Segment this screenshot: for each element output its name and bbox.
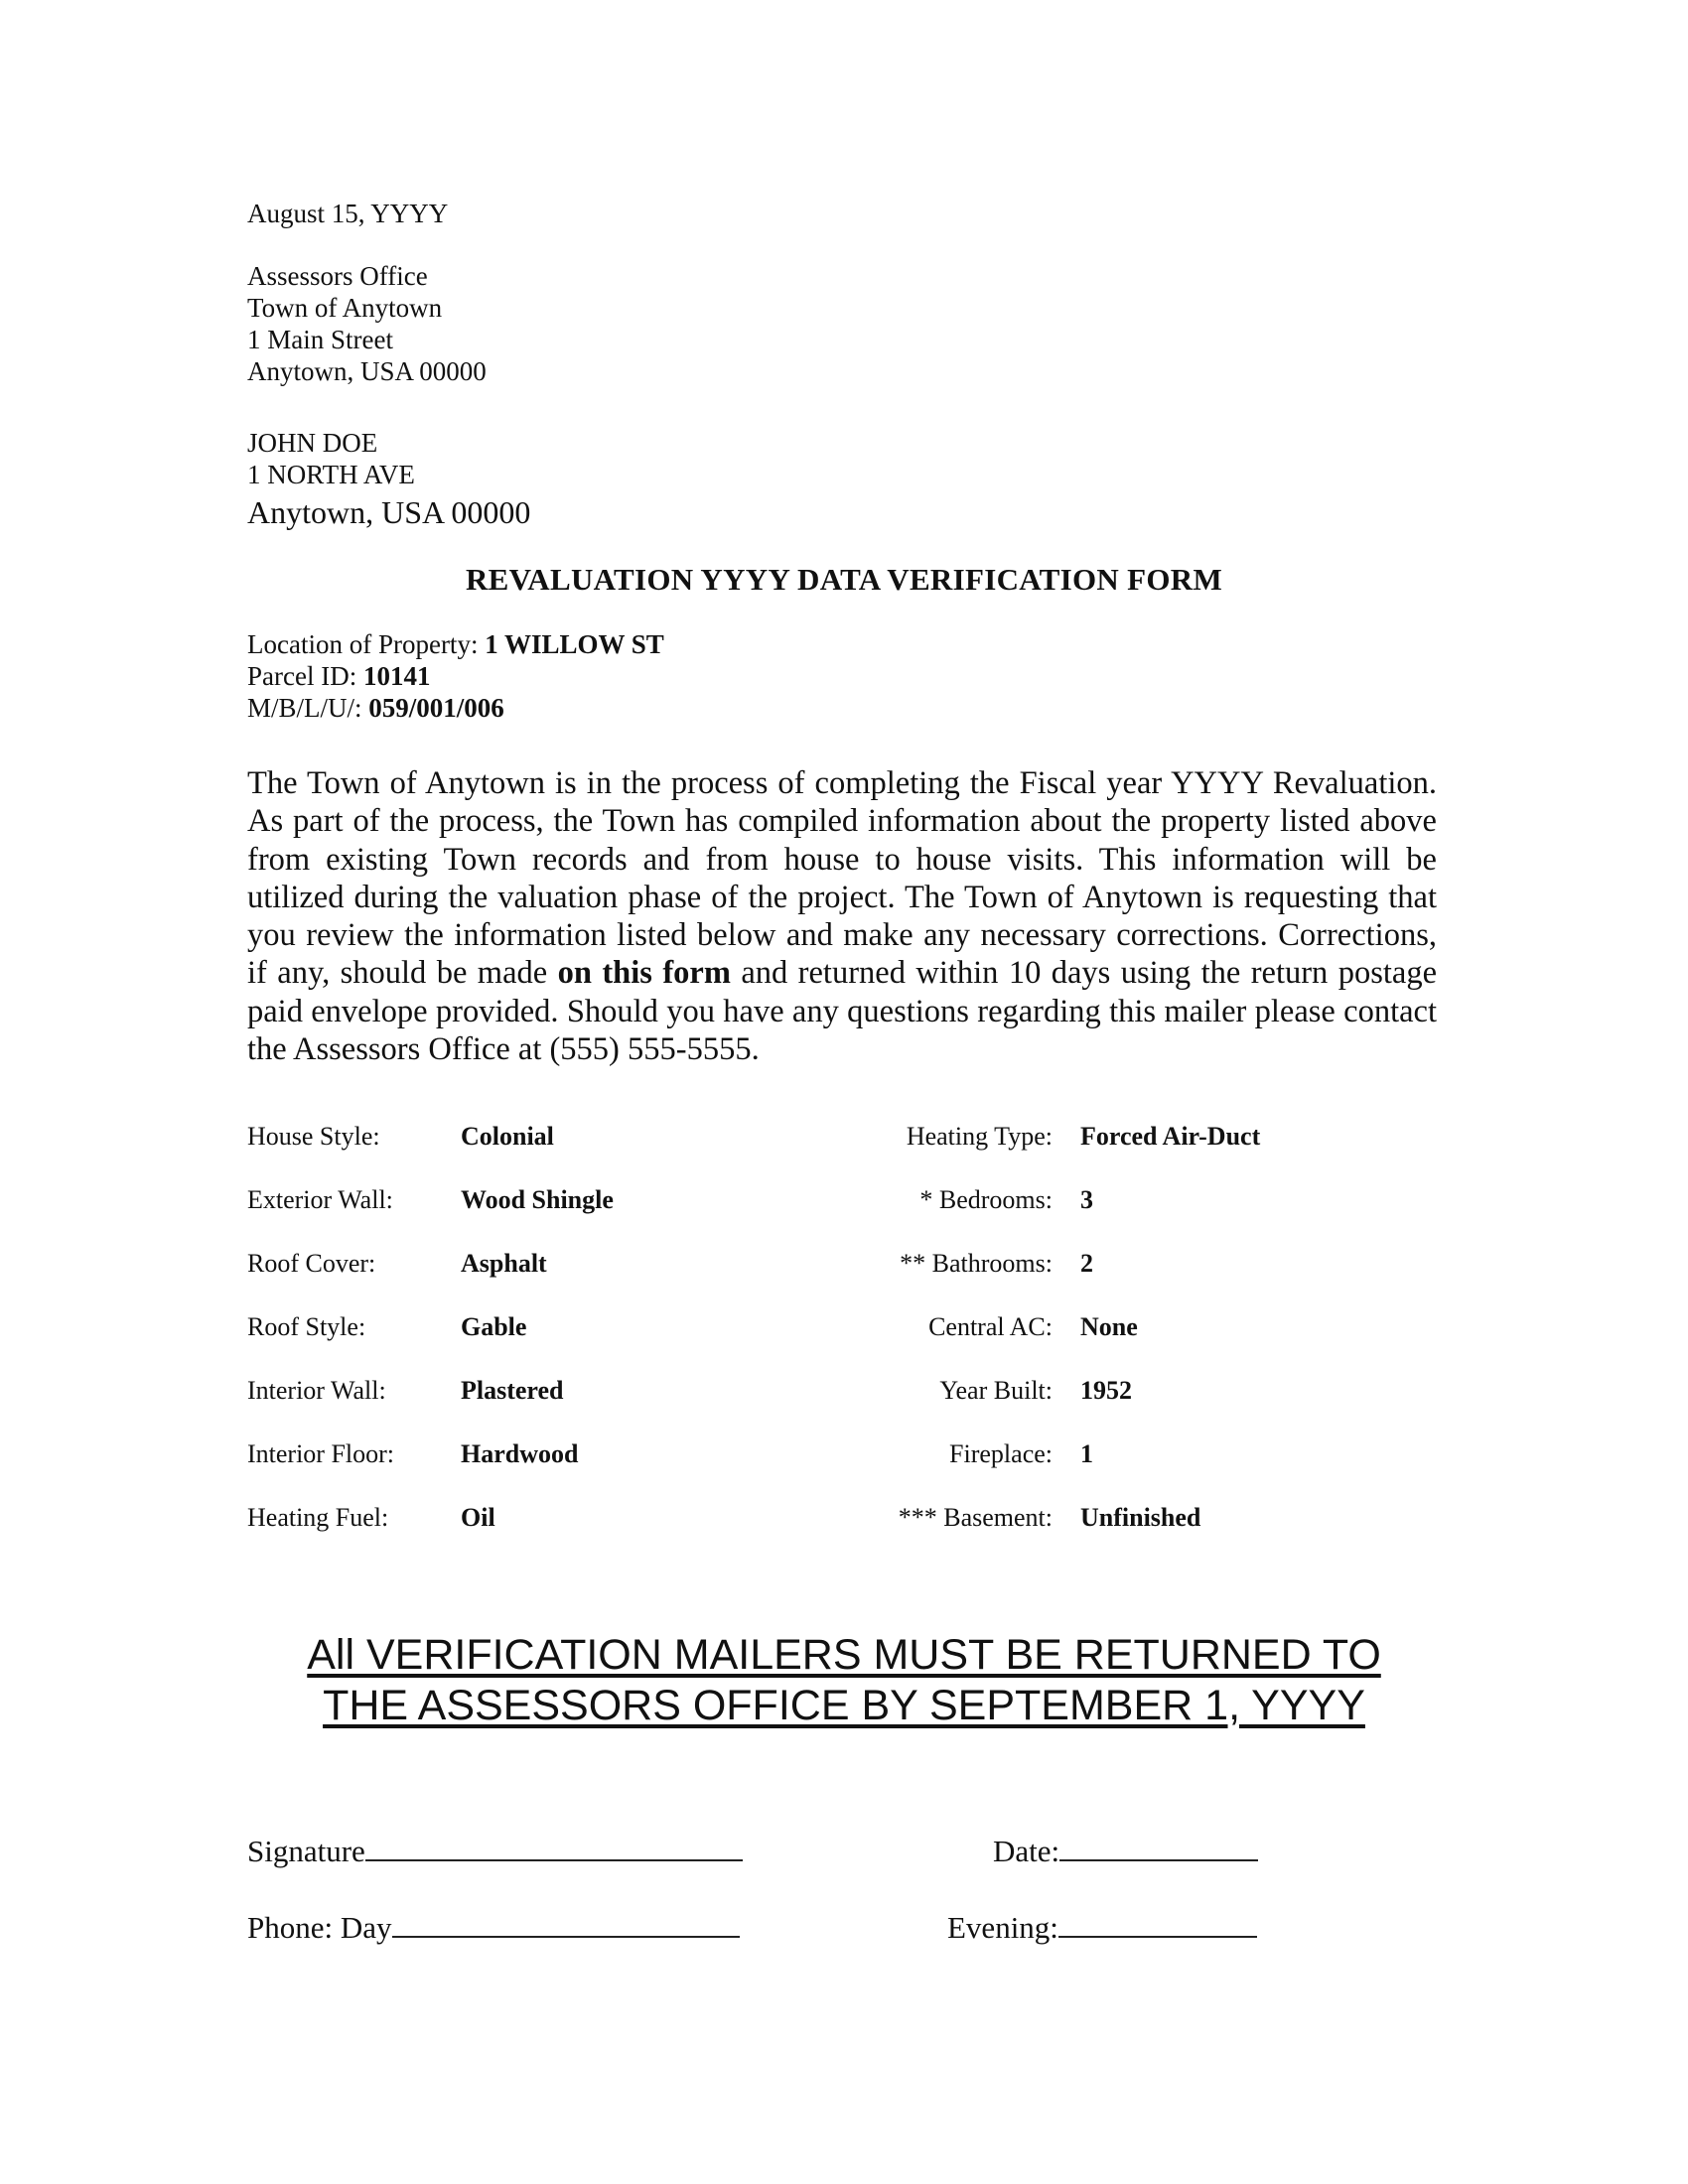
attribute-label: Central AC: xyxy=(928,1312,1053,1341)
attribute-row xyxy=(0,1374,1688,1408)
phone-day-line[interactable] xyxy=(392,1935,740,1938)
instructions-emphasis: on this form xyxy=(557,955,731,992)
phone-day-field[interactable] xyxy=(247,1909,740,1947)
property-info xyxy=(247,628,664,724)
attribute-value: Gable xyxy=(461,1312,527,1341)
attribute-label: Roof Style: xyxy=(247,1312,366,1341)
attribute-value: 1952 xyxy=(1080,1376,1132,1405)
attribute-value: 3 xyxy=(1080,1185,1093,1214)
attribute-value: Plastered xyxy=(461,1376,564,1405)
attribute-value: Oil xyxy=(461,1503,495,1532)
attribute-label: Interior Wall: xyxy=(247,1376,386,1405)
attribute-row xyxy=(0,1120,1688,1154)
attribute-label: House Style: xyxy=(247,1122,380,1151)
attribute-label: * Bedrooms: xyxy=(919,1185,1053,1214)
attribute-value: Unfinished xyxy=(1080,1503,1201,1532)
attribute-value: 1 xyxy=(1080,1439,1093,1468)
notice-line-2: THE ASSESSORS OFFICE BY SEPTEMBER 1, YYYY xyxy=(323,1682,1365,1729)
attribute-label: ** Bathrooms: xyxy=(900,1249,1053,1278)
attribute-label: Exterior Wall: xyxy=(247,1185,393,1214)
location-label: Location of Property: xyxy=(247,629,486,659)
date-line[interactable] xyxy=(1059,1858,1258,1861)
parcel-label: Parcel ID: xyxy=(247,661,363,691)
attribute-row xyxy=(0,1310,1688,1344)
parcel-value: 10141 xyxy=(362,661,431,691)
attribute-label: Heating Fuel: xyxy=(247,1503,389,1532)
property-location-line xyxy=(247,628,664,660)
attribute-row xyxy=(0,1437,1688,1471)
attribute-label: Heating Type: xyxy=(906,1122,1053,1151)
mblu-label: M/B/L/U/: xyxy=(247,693,369,723)
office-name: Assessors Office xyxy=(247,261,428,291)
evening-line[interactable] xyxy=(1058,1935,1257,1938)
attribute-value: Colonial xyxy=(461,1122,554,1151)
phone-day-label: Phone: Day xyxy=(247,1910,392,1945)
form-title: REVALUATION YYYY DATA VERIFICATION FORM xyxy=(465,562,1223,597)
attribute-value: Forced Air-Duct xyxy=(1080,1122,1261,1151)
attribute-value: 2 xyxy=(1080,1249,1093,1278)
evening-label: Evening: xyxy=(947,1910,1058,1945)
return-deadline-notice xyxy=(0,1630,1688,1731)
recipient-name: JOHN DOE xyxy=(247,428,378,458)
recipient-city: Anytown, USA 00000 xyxy=(247,494,531,530)
date-label: Date: xyxy=(993,1834,1060,1868)
recipient-street: 1 NORTH AVE xyxy=(247,460,415,489)
attribute-value: Asphalt xyxy=(461,1249,547,1278)
mblu-line xyxy=(247,692,664,724)
office-city: Anytown, USA 00000 xyxy=(247,356,487,386)
attribute-row xyxy=(0,1247,1688,1281)
attribute-row xyxy=(0,1183,1688,1217)
attribute-label: *** Basement: xyxy=(898,1503,1053,1532)
instructions-part-1: The Town of Anytown is in the process of completing the Fiscal year YYYY Revaluation. As part of the process, the Town has compiled information about the property listed above from existing Town records and from house to house visits. This information will be utilized during the valuation phase of the project. The Town of Anytown is requesting that you review the information listed below and make any necessary corrections. Corrections, if any, should be made xyxy=(247,765,1437,992)
office-town: Town of Anytown xyxy=(247,293,443,323)
date-field[interactable] xyxy=(993,1833,1258,1870)
signature-field[interactable] xyxy=(247,1833,743,1870)
attribute-label: Roof Cover: xyxy=(247,1249,376,1278)
signature-line[interactable] xyxy=(365,1858,743,1861)
attribute-value: None xyxy=(1080,1312,1138,1341)
notice-line-1: All VERIFICATION MAILERS MUST BE RETURNED TO xyxy=(307,1631,1381,1679)
instructions-paragraph xyxy=(247,764,1437,1068)
letter-date: August 15, YYYY xyxy=(247,199,449,228)
evening-phone-field[interactable] xyxy=(947,1909,1257,1947)
parcel-id-line xyxy=(247,660,664,692)
mblu-value: 059/001/006 xyxy=(368,693,504,723)
office-street: 1 Main Street xyxy=(247,325,393,354)
location-value: 1 WILLOW ST xyxy=(485,629,664,659)
attribute-value: Wood Shingle xyxy=(461,1185,614,1214)
assessors-office-address xyxy=(247,260,487,387)
recipient-address xyxy=(247,427,530,532)
attribute-label: Interior Floor: xyxy=(247,1439,395,1468)
attribute-value: Hardwood xyxy=(461,1439,579,1468)
attribute-row xyxy=(0,1501,1688,1535)
signature-label: Signature xyxy=(247,1834,365,1868)
attribute-label: Fireplace: xyxy=(949,1439,1053,1468)
attribute-label: Year Built: xyxy=(939,1376,1053,1405)
instructions-part-2: and returned within 10 days using the return postage paid envelope provided. Should you have any questions regarding this mailer please contact the Assessors Office at (555) 555-5555. xyxy=(247,955,1437,1068)
